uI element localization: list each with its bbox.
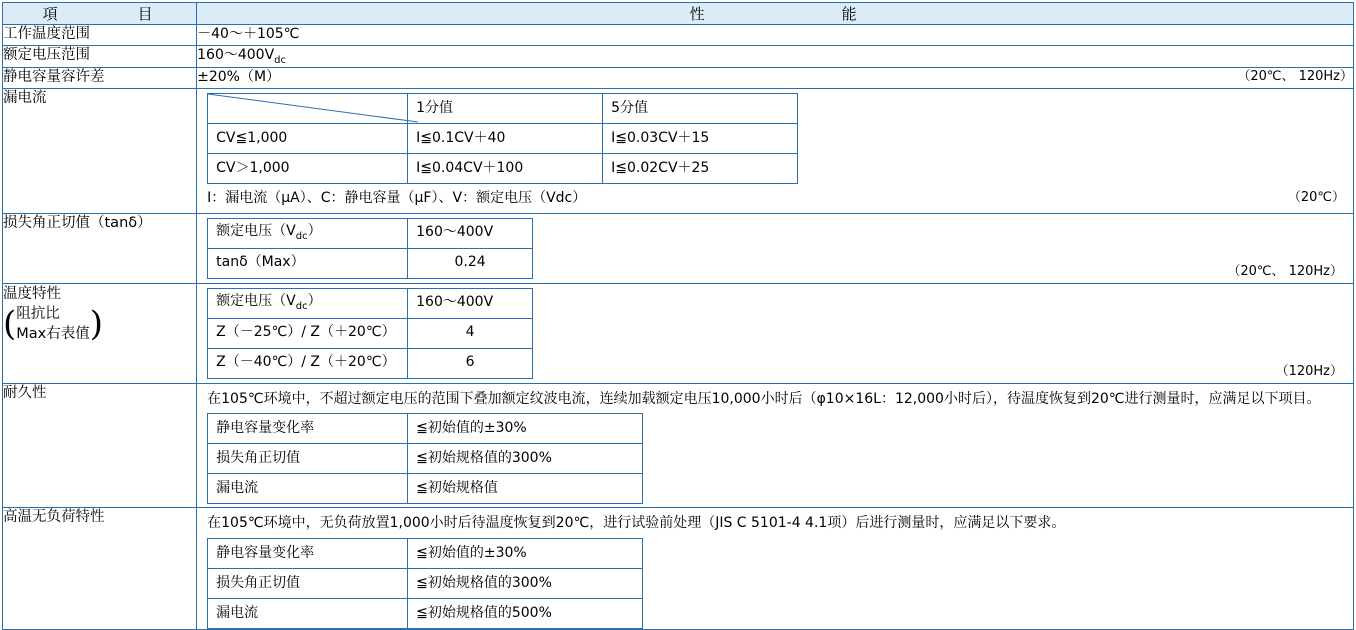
row-label-high-temp-no-load: 高温无负荷特性	[3, 508, 197, 630]
leakage-cv-le-1000: CV≦1,000	[208, 123, 408, 153]
table-row	[3, 213, 1354, 283]
high-temp-items-table	[207, 538, 643, 629]
temp-char-condition: （120Hz）	[1275, 363, 1343, 379]
temp-char-rated-voltage-text: 额定电压（V	[216, 293, 296, 310]
table-row	[3, 25, 1354, 46]
leakage-current-table	[207, 93, 798, 184]
row-value-capacitance-tolerance	[197, 68, 1354, 89]
row-label-temperature-characteristics	[3, 283, 197, 383]
tan-delta-table	[207, 218, 533, 279]
right-brace-icon: )	[89, 303, 104, 344]
row-label-leakage-current: 漏电流	[3, 88, 197, 213]
leakage-footnote-wrap	[197, 184, 1353, 213]
tan-delta-rated-voltage-label	[208, 218, 408, 248]
table-row	[3, 383, 1354, 508]
spec-table-page	[0, 2, 1356, 621]
header-cell-performance: 性 能	[197, 3, 1354, 25]
table-row	[3, 508, 1354, 630]
temp-char-label-line2: 阻抗比	[16, 306, 60, 323]
temperature-characteristics-table	[207, 288, 533, 379]
temp-char-rated-voltage-end: ）	[307, 293, 322, 310]
capacitance-tolerance-value: ±20%（M）	[197, 69, 281, 86]
temp-char-z-40-value: 6	[408, 348, 533, 378]
row-value-temperature-characteristics	[197, 283, 1354, 383]
leakage-header-5min: 5分值	[603, 93, 798, 123]
high-temp-item-name-2: 漏电流	[208, 598, 408, 628]
temp-char-label-line1: 温度特性	[3, 285, 61, 302]
table-row	[208, 218, 533, 248]
tan-delta-rated-voltage-sub: dc	[295, 230, 308, 242]
temp-char-label-brace	[3, 305, 196, 344]
diagonal-divider-icon	[208, 94, 418, 122]
endurance-items-table	[207, 413, 643, 504]
table-row	[208, 444, 643, 474]
voltage-range-subscript: dc	[274, 54, 287, 66]
temp-char-z-25-value: 4	[408, 318, 533, 348]
high-temp-item-spec-0: ≦初始值的±30%	[408, 538, 643, 568]
high-temp-item-spec-2: ≦初始规格值的500%	[408, 598, 643, 628]
voltage-range-value: 160～400V	[197, 46, 275, 63]
row-label-endurance: 耐久性	[3, 383, 197, 508]
table-row	[208, 414, 643, 444]
table-row	[208, 348, 533, 378]
high-temp-paragraph: 在105℃环境中，无负荷放置1,000小时后待温度恢复到20℃，进行试验前处理（JIS C 5101-4 4.1项）后进行测量时，应满足以下要求。	[207, 515, 1066, 532]
capacitance-tolerance-condition: （20℃、 120Hz）	[1237, 69, 1353, 85]
table-row	[208, 598, 643, 628]
row-value-temp-range: －40～＋105℃	[197, 25, 1354, 46]
tan-delta-rated-voltage-value: 160～400V	[408, 218, 533, 248]
high-temp-item-name-1: 损失角正切值	[208, 568, 408, 598]
temp-char-label-line3: Max右表值	[16, 325, 90, 342]
temp-char-rated-voltage-sub: dc	[295, 300, 308, 312]
temp-char-z-40-label: Z（－40℃）/ Z（＋20℃）	[208, 348, 408, 378]
table-row	[208, 123, 798, 153]
endurance-paragraph: 在105℃环境中，不超过额定电压的范围下叠加额定纹波电流，连续加载额定电压10,000小时后（φ10×16L：12,000小时后），待温度恢复到20℃进行测量时，应满足以下项目。	[207, 390, 1321, 407]
row-value-high-temp-no-load	[197, 508, 1354, 630]
row-label-capacitance-tolerance: 静电容量容许差	[3, 68, 197, 89]
leakage-condition: （20℃）	[1287, 189, 1345, 205]
endurance-item-name-1: 损失角正切值	[208, 444, 408, 474]
temp-char-rated-voltage-label	[208, 288, 408, 318]
high-temp-item-spec-1: ≦初始规格值的300%	[408, 568, 643, 598]
row-value-leakage-current	[197, 88, 1354, 213]
table-row	[3, 283, 1354, 383]
table-row	[208, 288, 533, 318]
specification-table	[2, 2, 1354, 630]
row-value-tan-delta	[197, 213, 1354, 283]
row-label-tan-delta: 损失角正切值（tanδ）	[3, 213, 197, 283]
tan-delta-max-value: 0.24	[408, 248, 533, 278]
temp-char-z-25-label: Z（－25℃）/ Z（＋20℃）	[208, 318, 408, 348]
endurance-item-name-2: 漏电流	[208, 474, 408, 504]
leakage-footnote: I：漏电流（μA）、C：静电容量（μF）、V：额定电压（Vdc）	[207, 189, 587, 206]
table-header-row	[3, 3, 1354, 25]
table-row	[208, 568, 643, 598]
table-row	[208, 474, 643, 504]
table-row	[208, 538, 643, 568]
row-value-voltage-range	[197, 45, 1354, 68]
endurance-item-spec-0: ≦初始值的±30%	[408, 414, 643, 444]
table-row	[208, 318, 533, 348]
leakage-header-blank	[208, 93, 408, 123]
left-brace-icon: (	[3, 303, 17, 344]
endurance-item-name-0: 静电容量变化率	[208, 414, 408, 444]
tan-delta-condition: （20℃、 120Hz）	[1227, 263, 1343, 279]
endurance-item-spec-1: ≦初始规格值的300%	[408, 444, 643, 474]
row-value-endurance	[197, 383, 1354, 508]
tan-delta-rated-voltage-text: 额定电压（V	[216, 223, 296, 240]
tan-delta-max-label: tanδ（Max）	[208, 248, 408, 278]
row-label-voltage-range: 额定电压范围	[3, 45, 197, 68]
leakage-5min-le-1000: I≦0.03CV＋15	[603, 123, 798, 153]
table-row	[3, 68, 1354, 89]
table-row	[208, 248, 533, 278]
leakage-header-1min: 1分值	[408, 93, 603, 123]
temp-char-rated-voltage-value: 160～400V	[408, 288, 533, 318]
table-row	[3, 45, 1354, 68]
header-cell-item: 項 目	[3, 3, 197, 25]
endurance-item-spec-2: ≦初始规格值	[408, 474, 643, 504]
table-row	[208, 93, 798, 123]
tan-delta-rated-voltage-end: ）	[307, 223, 322, 240]
leakage-cv-gt-1000: CV＞1,000	[208, 153, 408, 183]
table-row	[3, 88, 1354, 213]
high-temp-item-name-0: 静电容量变化率	[208, 538, 408, 568]
leakage-1min-gt-1000: I≦0.04CV＋100	[408, 153, 603, 183]
row-label-temp-range: 工作温度范围	[3, 25, 197, 46]
table-row	[208, 153, 798, 183]
leakage-1min-le-1000: I≦0.1CV＋40	[408, 123, 603, 153]
leakage-5min-gt-1000: I≦0.02CV＋25	[603, 153, 798, 183]
